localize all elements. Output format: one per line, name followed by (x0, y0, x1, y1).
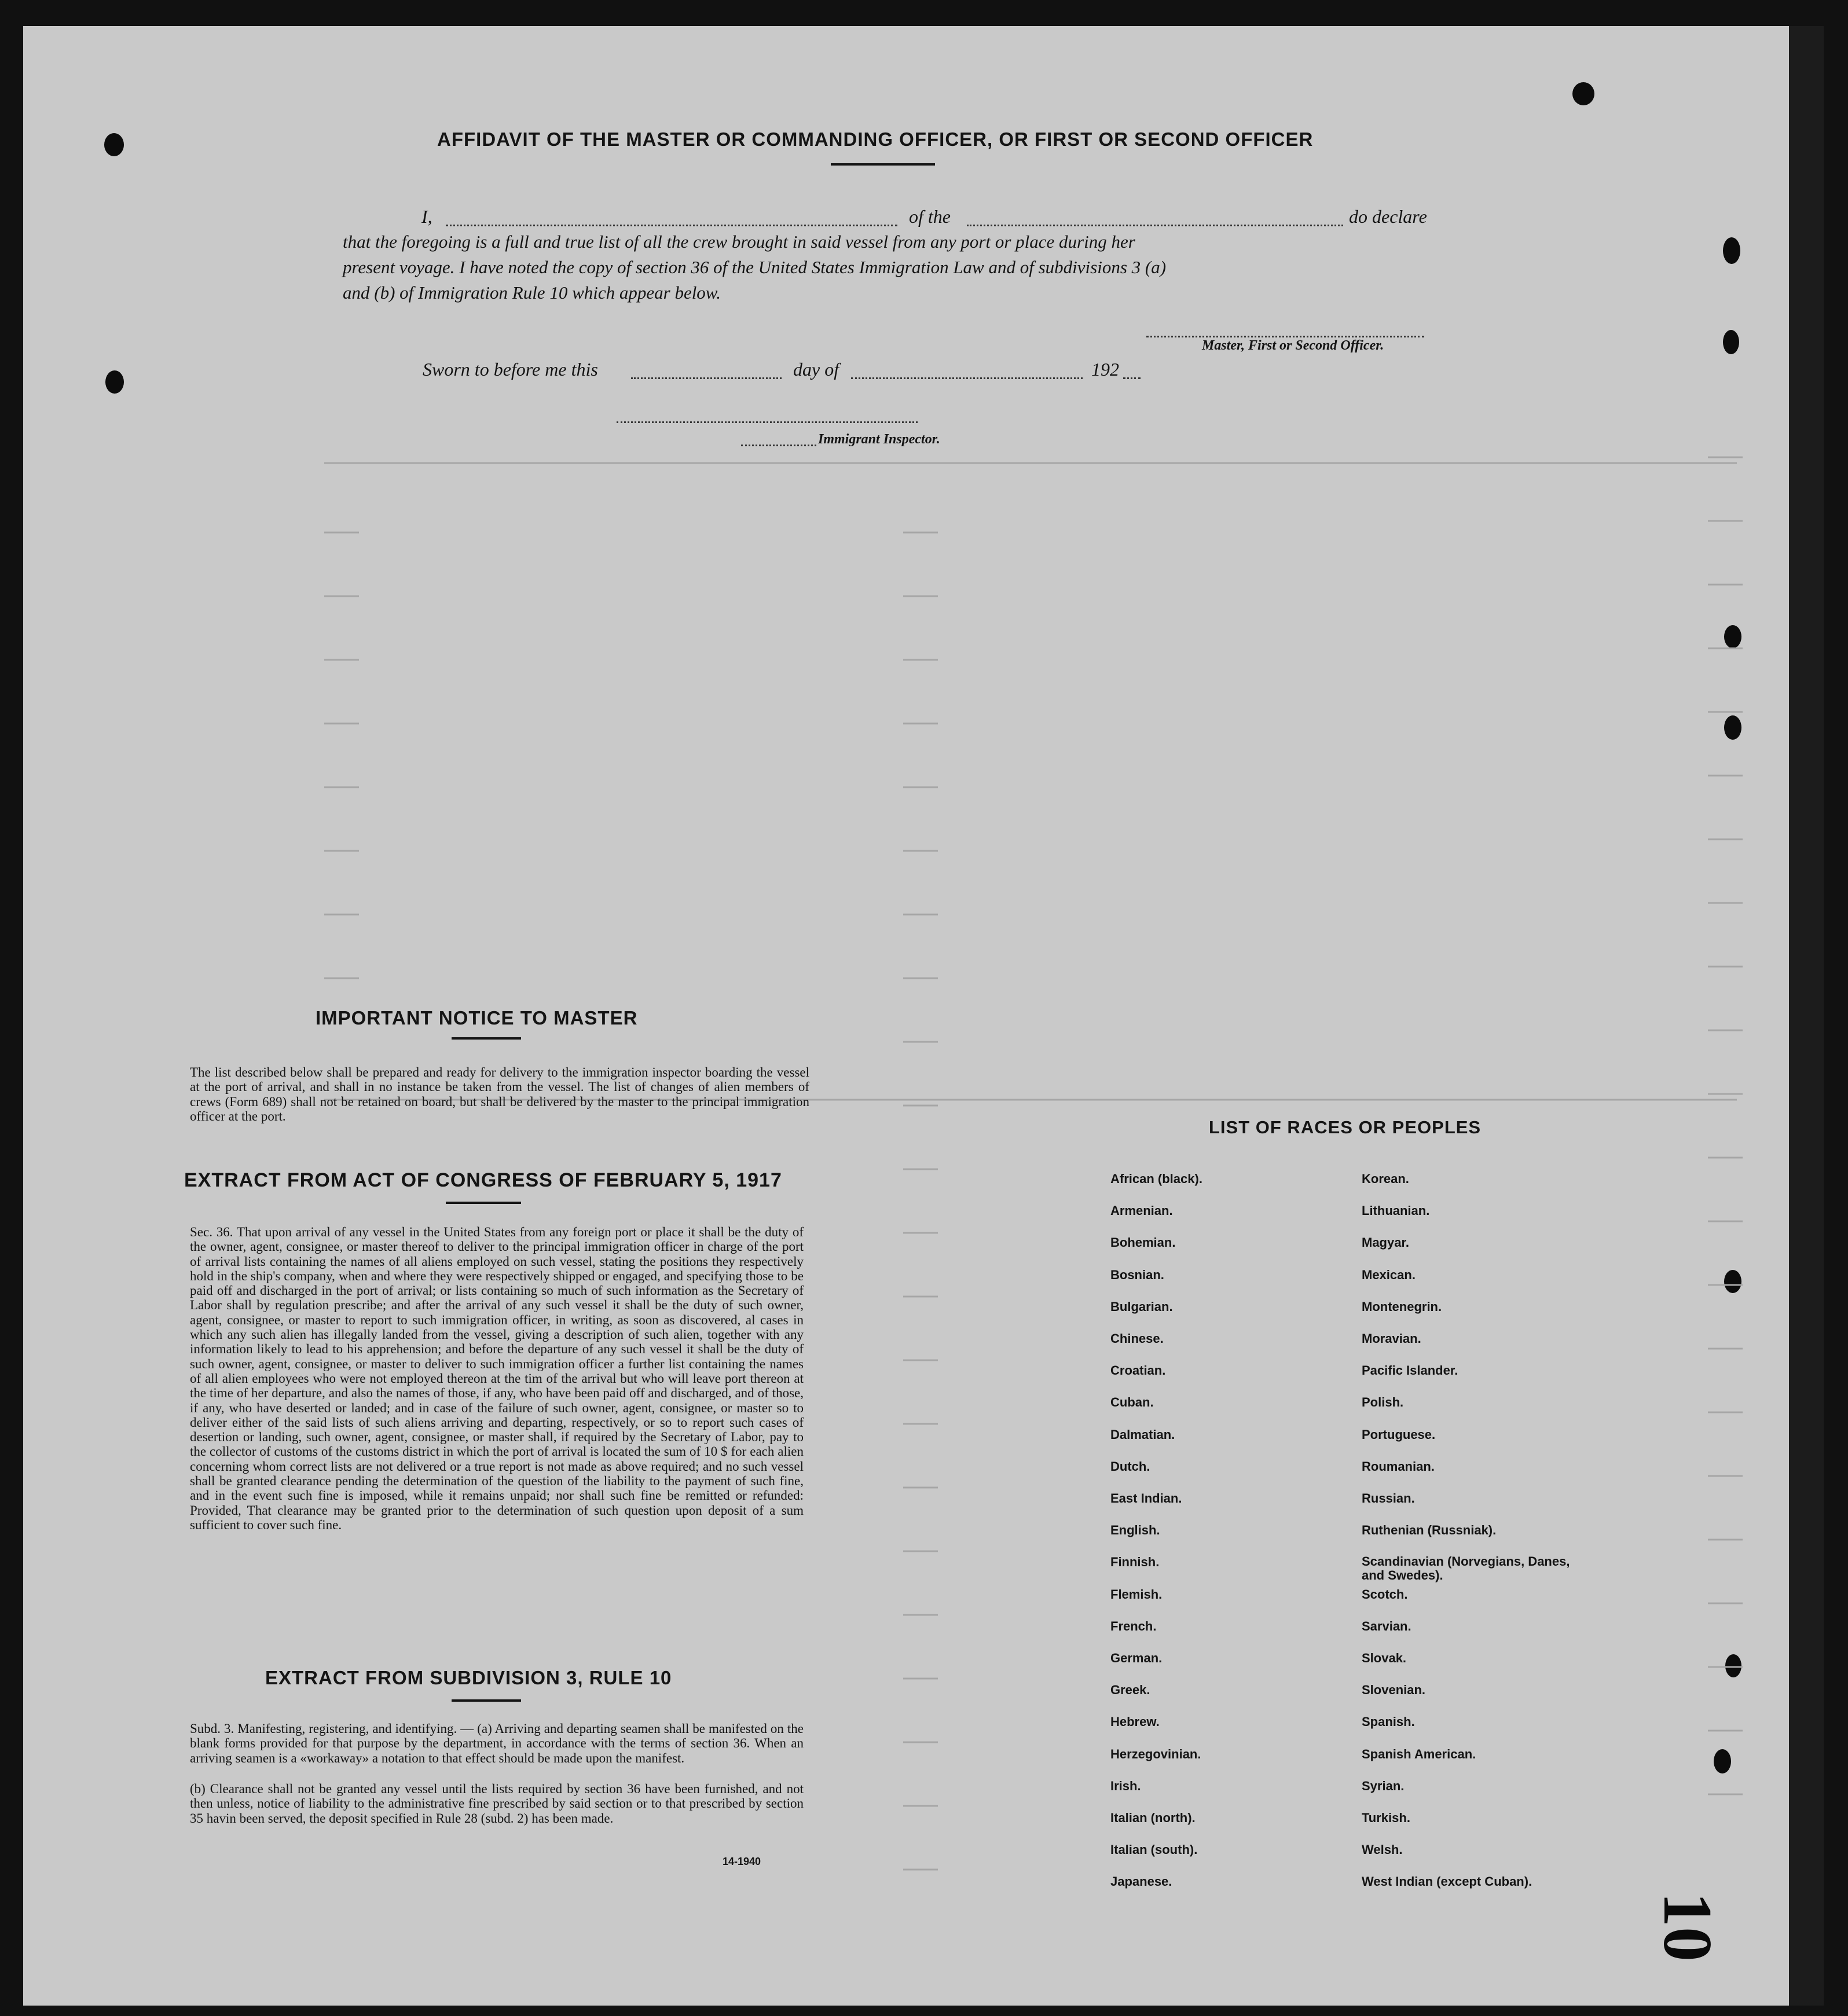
race-item: Polish. (1362, 1395, 1404, 1410)
race-item: West Indian (except Cuban). (1362, 1874, 1532, 1889)
race-item: Mexican. (1362, 1267, 1416, 1282)
race-item: Croatian. (1110, 1363, 1166, 1378)
race-item: Dalmatian. (1110, 1427, 1175, 1442)
race-item: Hebrew. (1110, 1714, 1160, 1729)
officer-name-blank (446, 225, 897, 226)
affidavit-of-the: of the (909, 206, 951, 227)
sworn-month-blank (851, 377, 1083, 379)
affidavit-i: I, (421, 206, 432, 227)
race-item: Cuban. (1110, 1395, 1154, 1410)
inspector-signature-line (617, 421, 918, 423)
act-title: EXTRACT FROM ACT OF CONGRESS OF FEBRUARY 5, 1917 (184, 1169, 782, 1191)
race-item: Finnish. (1110, 1555, 1160, 1570)
affidavit-line3: present voyage. I have noted the copy of section 36 of the United States Immigration Law and of subdivisions 3 (a) (343, 257, 1167, 277)
race-item: Italian (south). (1110, 1842, 1198, 1857)
race-item: Bosnian. (1110, 1267, 1164, 1282)
race-item: Greek. (1110, 1683, 1150, 1698)
race-item: Slovenian. (1362, 1683, 1426, 1698)
form-number: 14-1940 (723, 1856, 761, 1867)
inspector-prefix-line (741, 445, 816, 446)
race-item: French. (1110, 1618, 1157, 1633)
race-item: Russian. (1362, 1491, 1415, 1505)
race-item: Chinese. (1110, 1331, 1164, 1346)
master-label: Master, First or Second Officer. (1202, 338, 1384, 353)
race-item: Ruthenian (Russniak). (1362, 1523, 1497, 1538)
race-item: Spanish American. (1362, 1746, 1476, 1761)
master-signature-line (1146, 336, 1424, 337)
race-item: Spanish. (1362, 1714, 1415, 1729)
act-underline (446, 1202, 521, 1204)
race-item: German. (1110, 1651, 1163, 1665)
race-item: East Indian. (1110, 1491, 1182, 1505)
race-item: Syrian. (1362, 1778, 1405, 1793)
race-item: Turkish. (1362, 1811, 1410, 1825)
notice-title: IMPORTANT NOTICE TO MASTER (316, 1007, 638, 1029)
race-item: Slovak. (1362, 1651, 1407, 1665)
affidavit-line4: and (b) of Immigration Rule 10 which appear below. (343, 282, 721, 303)
race-item: Scandinavian (Norvegians, Danes, and Swedes). (1362, 1554, 1570, 1583)
inspector-label: Immigrant Inspector. (818, 432, 940, 447)
title-underline (831, 163, 935, 166)
rule-title: EXTRACT FROM SUBDIVISION 3, RULE 10 (265, 1667, 672, 1688)
notice-underline (452, 1037, 521, 1040)
affidavit-line2: that the foregoing is a full and true list of all the crew brought in said vessel from any port or place during her (343, 232, 1135, 252)
sworn-day-blank (631, 377, 782, 379)
race-item: Magyar. (1362, 1235, 1409, 1250)
race-item: Pacific Islander. (1362, 1363, 1458, 1378)
race-item: Bulgarian. (1110, 1299, 1173, 1314)
race-item: Portuguese. (1362, 1427, 1436, 1442)
sworn-text: Sworn to before me this (423, 359, 598, 380)
vessel-name-blank (967, 225, 1343, 226)
rule-text-b: (b) Clearance shall not be granted any vessel until the lists required by section 36 have been furnished, and not then unless, notice of liability to the administrative fine prescribed by said section or to that prescribed by section 35 havin been served, the deposit specified in Rule 28 (subd. 2) has been made. (190, 1782, 804, 1826)
race-item: Moravian. (1362, 1331, 1421, 1346)
race-item: Irish. (1110, 1778, 1141, 1793)
race-item: Montenegrin. (1362, 1299, 1442, 1314)
race-item: English. (1110, 1523, 1160, 1538)
race-item: African (black). (1110, 1172, 1202, 1186)
year-text: 192 (1091, 359, 1119, 380)
race-item: Japanese. (1110, 1874, 1172, 1889)
race-item: Herzegovinian. (1110, 1746, 1201, 1761)
race-item: Bohemian. (1110, 1235, 1176, 1250)
act-text: Sec. 36. That upon arrival of any vessel in the United States from any foreign port or place it shall be the duty of the owner, agent, consignee, or master thereof to deliver to the principal immigration officer in charge of the port of arrival lists containing the names of all aliens employed on such vessel, stating the positions they respectively hold in the ship's company, when and where they were respectively shipped or engaged, and specifying those to be paid off and discharged in the port of arrival; or lists containing so much of such information as the Secretary of Labor shall by regulation prescribe; and after the arrival of any such vessel it shall be the duty of such owner, agent, consignee, or master to report to such immigration officer, in writing, as soon as discovered, al cases in which any such alien has illegally landed from the vessel, giving a description of such alien, together with any information likely to lead to his apprehension; and before the departure of any such vessel it shall be the duty of such owner, agent, consignee, or master to deliver to such immigration officer a further list containing the names of all alien employees who were not employed thereon at the tim of the arrival but who will leave port thereon at the time of her departure, and also the names of those, if any, who have been paid off and discharged, and of those, if any, who have deserted or landed; and in case of the failure of such owner, agent, consignee, or master so to deliver either of the said lists of such aliens arriving and departing, respectively, or so to report such cases of desertion or landing, such owner, agent, consignee, or master shall, if required by the Secretary of Labor, pay to the collector of customs of the customs district in which the port of arrival is located the sum of 10 $ for each alien concerning whom correct lists are not delivered or a true report is not made as above required; and no such vessel shall be granted clearance pending the determination of the question of the liability to the payment of such fine, and in the event such fine is imposed, while it remains unpaid; nor shall such fine be remitted or refunded: Provided, That clearance may be granted prior to the determination of such question upon deposit of a sum sufficient to cover such fine. (190, 1225, 804, 1532)
rule-text-a: Subd. 3. Manifesting, registering, and identifying. — (a) Arriving and departing seamen shall be manifested on the blank forms provided for that purpose by the department, in accordance with the terms of section 36. When an arriving seamen is a «workaway» a notation to that effect should be made upon the manifest. (190, 1721, 804, 1765)
race-item: Scotch. (1362, 1587, 1408, 1602)
race-item: Dutch. (1110, 1459, 1150, 1474)
race-item: Italian (north). (1110, 1811, 1196, 1825)
rule-underline (452, 1699, 521, 1702)
race-item: Flemish. (1110, 1587, 1163, 1602)
affidavit-declare: do declare (1349, 206, 1427, 227)
page-number: 10 (1649, 1892, 1726, 1962)
races-title: LIST OF RACES OR PEOPLES (1209, 1117, 1482, 1137)
affidavit-title: AFFIDAVIT OF THE MASTER OR COMMANDING OFFICER, OR FIRST OR SECOND OFFICER (437, 128, 1314, 150)
race-item: Lithuanian. (1362, 1203, 1430, 1218)
notice-text: The list described below shall be prepared and ready for delivery to the immigration inspector boarding the vessel at the port of arrival, and shall in no instance be taken from the vessel. The list of changes of alien members of crews (Form 689) shall not be retained on board, but shall be delivered by the master to the principal immigration officer at the port. (190, 1065, 809, 1123)
race-item: Armenian. (1110, 1203, 1173, 1218)
race-item: Roumanian. (1362, 1459, 1435, 1474)
race-item: Sarvian. (1362, 1618, 1411, 1633)
year-blank (1123, 377, 1141, 379)
race-item: Korean. (1362, 1172, 1409, 1186)
day-of-text: day of (793, 359, 839, 380)
race-item: Welsh. (1362, 1842, 1403, 1857)
